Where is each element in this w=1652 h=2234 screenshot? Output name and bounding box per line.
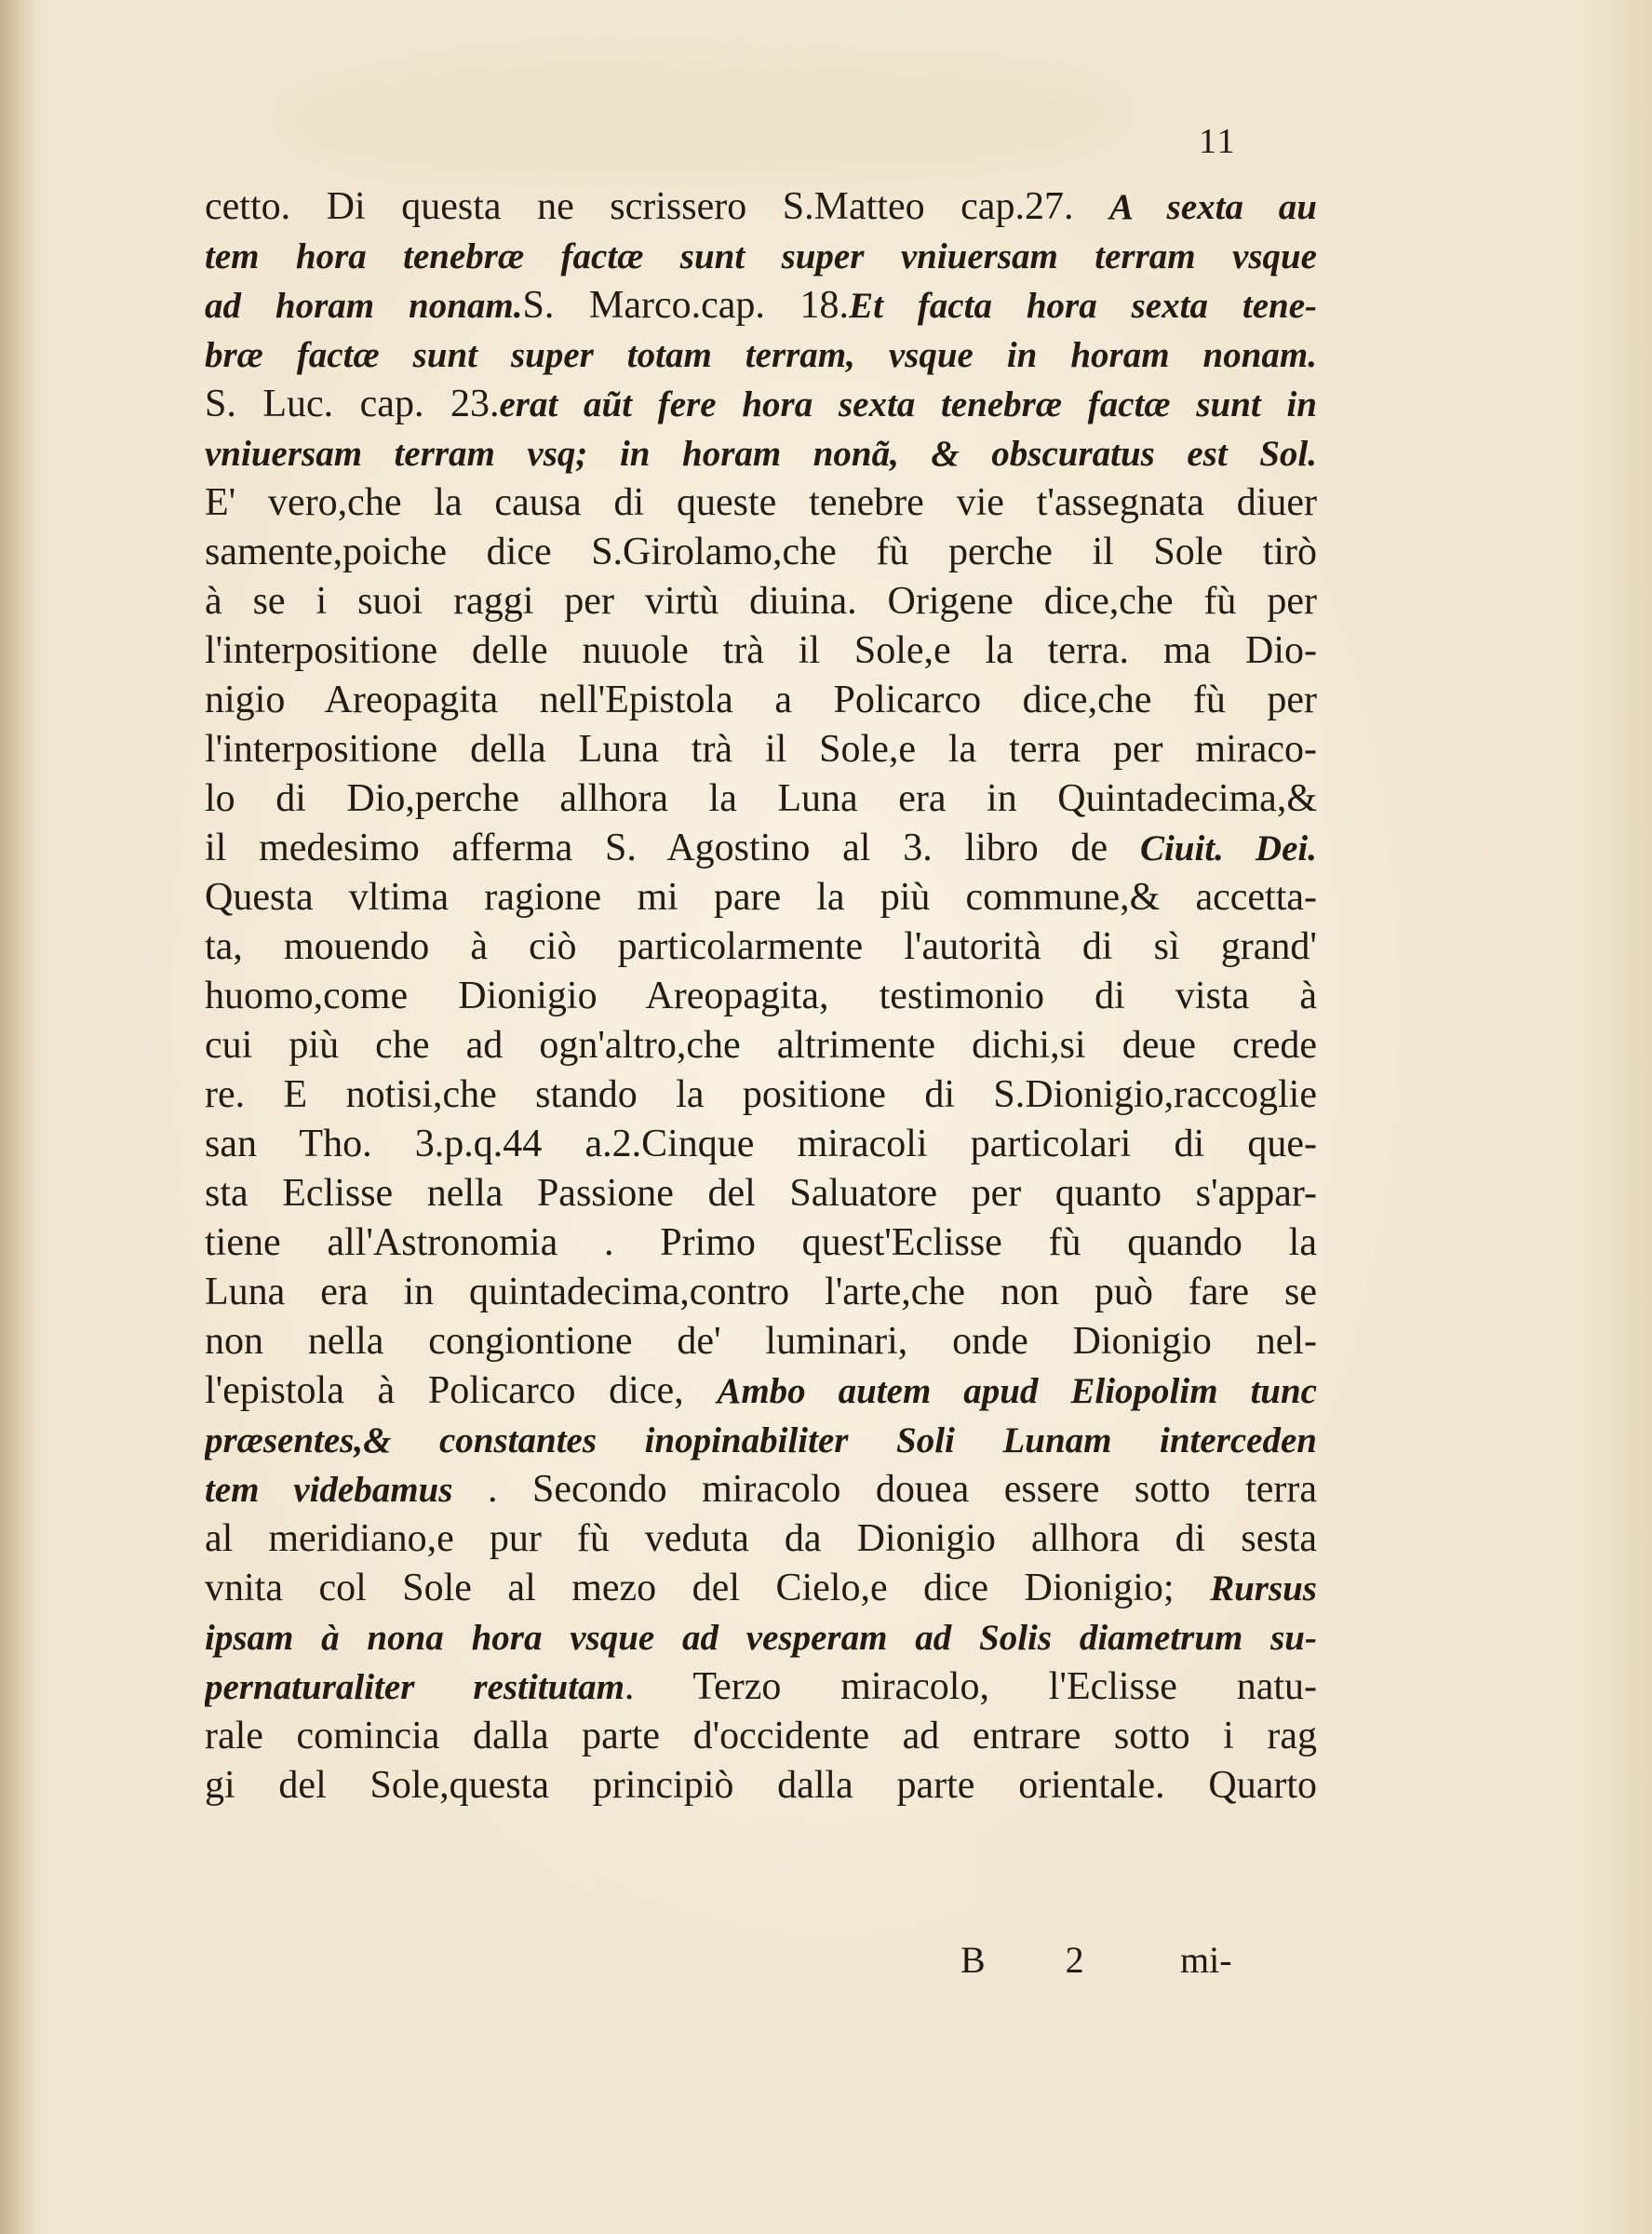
page-footer xyxy=(0,1938,1652,1994)
page-number: 11 xyxy=(1199,122,1237,161)
text-line xyxy=(205,182,1317,232)
italic-latin-quote: præsentes,& constantes inopinabiliter Soli Lunam interceden xyxy=(205,1420,1317,1460)
paper-stain xyxy=(279,56,1117,186)
text-line xyxy=(205,1268,1317,1317)
text-segment: san Tho. 3.p.q.44 a.2.Cinque miracoli particolari di que- xyxy=(205,1123,1317,1165)
text-line xyxy=(205,725,1317,774)
text-segment: . Terzo miracolo, l'Eclisse natu- xyxy=(624,1665,1317,1708)
text-segment: l'epistola à Policarco dice, xyxy=(205,1369,718,1412)
text-segment: Luna era in quintadecima,contro l'arte,che non può fare se xyxy=(205,1271,1317,1313)
text-segment: . Secondo miracolo douea essere sotto terra xyxy=(452,1468,1317,1511)
italic-latin-quote: vniuersam terram vsq; in horam nonã, & obscuratus est Sol. xyxy=(205,434,1317,474)
text-segment: il medesimo afferma S. Agostino al 3. libro de xyxy=(205,827,1140,869)
text-line xyxy=(205,1366,1317,1416)
italic-latin-quote: A sexta au xyxy=(1109,187,1317,227)
text-segment: tiene all'Astronomia . Primo quest'Eclisse fù quando la xyxy=(205,1221,1317,1264)
text-line xyxy=(205,478,1317,528)
italic-latin-quote: Ciuit. Dei. xyxy=(1139,828,1317,868)
text-segment: sta Eclisse nella Passione del Saluatore per quanto s'appar- xyxy=(205,1172,1317,1215)
text-segment: à se i suoi raggi per virtù diuina. Origene dice,che fù per xyxy=(205,580,1317,623)
text-line xyxy=(205,232,1317,281)
text-line xyxy=(205,873,1317,922)
text-segment: Questa vltima ragione mi pare la più commune,& accetta- xyxy=(205,876,1317,919)
text-line xyxy=(205,1712,1317,1761)
text-line xyxy=(205,1564,1317,1613)
italic-latin-quote: tem hora tenebræ factæ sunt super vniuersam terram vsque xyxy=(205,236,1317,276)
text-line xyxy=(205,380,1317,429)
text-line xyxy=(205,1465,1317,1514)
text-line xyxy=(205,330,1317,380)
italic-latin-quote: pernaturaliter restitutam xyxy=(205,1667,625,1707)
text-line xyxy=(205,972,1317,1021)
text-line xyxy=(205,824,1317,873)
text-line xyxy=(205,281,1317,330)
text-line xyxy=(205,429,1317,478)
text-line xyxy=(205,1120,1317,1169)
text-line xyxy=(205,1761,1317,1810)
text-segment: al meridiano,e pur fù veduta da Dionigio allhora di sesta xyxy=(205,1517,1317,1560)
text-segment: l'interpositione della Luna trà il Sole,e la terra per miraco- xyxy=(205,728,1317,771)
italic-latin-quote: ipsam à nona hora vsque ad vesperam ad Solis diametrum su- xyxy=(205,1618,1317,1658)
text-segment: cui più che ad ogn'altro,che altrimente dichi,si deue crede xyxy=(205,1024,1317,1067)
text-segment: huomo,come Dionigio Areopagita, testimonio di vista à xyxy=(205,975,1317,1017)
text-line xyxy=(205,1416,1317,1465)
text-line xyxy=(205,922,1317,972)
text-segment: S. Luc. cap. 23. xyxy=(205,383,500,425)
text-segment: S. Marco.cap. 18. xyxy=(522,284,850,327)
text-segment: non nella congiontione de' luminari, onde Dionigio nel- xyxy=(205,1320,1317,1363)
text-line xyxy=(205,1070,1317,1120)
italic-latin-quote: tem videbamus xyxy=(205,1470,453,1510)
text-segment: samente,poiche dice S.Girolamo,che fù perche il Sole tirò xyxy=(205,531,1317,573)
text-line xyxy=(205,1662,1317,1712)
text-line xyxy=(205,1317,1317,1366)
italic-latin-quote: bræ factæ sunt super totam terram, vsque in horam nonam. xyxy=(205,335,1317,375)
text-segment: gi del Sole,questa principiò dalla parte orientale. Quarto xyxy=(205,1764,1317,1807)
catchword: mi- xyxy=(1180,1939,1232,1981)
text-segment: cetto. Di questa ne scrissero S.Matteo cap.27. xyxy=(205,185,1110,228)
text-line xyxy=(205,1514,1317,1564)
body-text xyxy=(205,182,1317,1810)
italic-latin-quote: ad horam nonam. xyxy=(205,286,523,326)
text-segment: lo di Dio,perche allhora la Luna era in Quintadecima,& xyxy=(205,777,1317,820)
text-segment: nigio Areopagita nell'Epistola a Policarco dice,che fù per xyxy=(205,679,1317,721)
text-segment: rale comincia dalla parte d'occidente ad entrare sotto i rag xyxy=(205,1715,1317,1757)
text-segment: re. E notisi,che stando la positione di S.Dionigio,raccoglie xyxy=(205,1073,1317,1116)
text-segment: vnita col Sole al mezo del Cielo,e dice Dionigio; xyxy=(205,1567,1211,1609)
text-line xyxy=(205,1169,1317,1218)
text-line xyxy=(205,1613,1317,1662)
signature-mark: B 2 xyxy=(960,1939,1120,1981)
text-segment: ta, mouendo à ciò particolarmente l'autorità di sì grand' xyxy=(205,925,1317,968)
text-line xyxy=(205,1021,1317,1070)
text-line xyxy=(205,626,1317,676)
text-segment: l'interpositione delle nuuole trà il Sole,e la terra. ma Dio- xyxy=(205,629,1317,672)
text-line xyxy=(205,676,1317,725)
text-segment: E' vero,che la causa di queste tenebre vie t'assegnata diuer xyxy=(205,481,1317,524)
binding-shadow xyxy=(0,0,37,2234)
text-line xyxy=(205,1218,1317,1268)
text-line xyxy=(205,774,1317,824)
italic-latin-quote: Ambo autem apud Eliopolim tunc xyxy=(717,1371,1317,1411)
italic-latin-quote: Et facta hora sexta tene- xyxy=(849,286,1317,326)
italic-latin-quote: Rursus xyxy=(1210,1568,1317,1608)
italic-latin-quote: erat aũt fere hora sexta tenebræ factæ sunt in xyxy=(499,384,1317,424)
text-line xyxy=(205,577,1317,626)
text-line xyxy=(205,528,1317,577)
